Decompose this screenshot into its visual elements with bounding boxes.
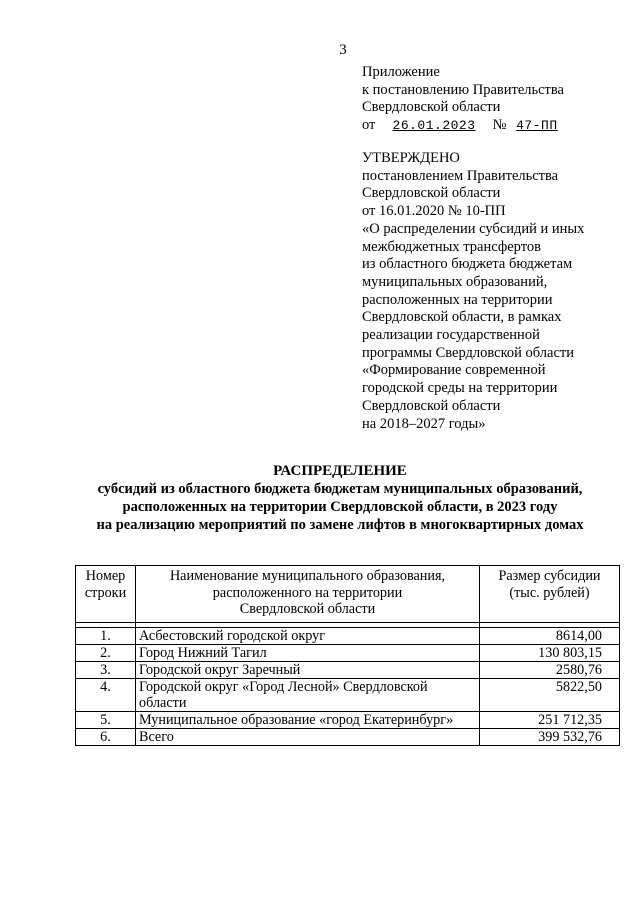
total-amount: 399 532,76 bbox=[480, 728, 620, 745]
approved-line: межбюджетных трансфертов bbox=[362, 238, 541, 255]
table-header-row bbox=[76, 566, 620, 623]
decree-date: 26.01.2023 bbox=[392, 117, 476, 133]
table-row bbox=[76, 644, 620, 661]
subsidy-amount: 5822,50 bbox=[480, 678, 620, 711]
approved-block bbox=[362, 150, 612, 433]
row-number: 1. bbox=[76, 627, 136, 644]
header-amount bbox=[480, 566, 620, 623]
approved-line: программы Свердловской области bbox=[362, 344, 575, 361]
appendix-date-row bbox=[362, 117, 622, 135]
municipality-name bbox=[136, 678, 480, 711]
heading-line-3: на реализацию мероприятий по замене лифтов в многоквартирных домах bbox=[96, 517, 584, 533]
table-row bbox=[76, 661, 620, 678]
approved-line: городской среды на территории bbox=[362, 380, 558, 397]
total-label: Всего bbox=[136, 728, 480, 745]
heading-line-1: субсидий из областного бюджета бюджетам муниципальных образований, bbox=[97, 481, 583, 497]
table-row bbox=[76, 711, 620, 728]
municipality-name: Асбестовский городской округ bbox=[136, 627, 480, 644]
subsidy-amount: 251 712,35 bbox=[480, 711, 620, 728]
municipality-name-line: Городской округ «Город Лесной» Свердловской bbox=[139, 678, 428, 695]
approved-line: из областного бюджета бюджетам bbox=[362, 256, 573, 273]
appendix-block bbox=[362, 64, 622, 134]
appendix-line-2: к постановлению Правительства bbox=[362, 81, 564, 98]
municipality-name: Городской округ Заречный bbox=[136, 661, 480, 678]
header-text: расположенного на территории bbox=[212, 584, 403, 601]
approved-line: муниципальных образований, bbox=[362, 273, 548, 290]
municipality-name-line: области bbox=[139, 694, 187, 711]
row-number: 4. bbox=[76, 678, 136, 711]
heading-title: РАСПРЕДЕЛЕНИЕ bbox=[273, 463, 407, 479]
approved-line: на 2018–2027 годы» bbox=[362, 415, 486, 432]
date-prefix: от bbox=[362, 116, 376, 133]
approved-line: Свердловской области bbox=[362, 397, 501, 414]
page-number: 3 bbox=[339, 42, 347, 58]
approved-line: Свердловской области bbox=[362, 185, 501, 202]
approved-line: «О распределении субсидий и иных bbox=[362, 220, 585, 237]
header-text: Свердловской области bbox=[239, 601, 376, 617]
header-text: Размер субсидии bbox=[498, 568, 601, 584]
row-number: 5. bbox=[76, 711, 136, 728]
header-text: Номер bbox=[85, 568, 126, 584]
approved-title: УТВЕРЖДЕНО bbox=[362, 150, 460, 166]
approved-line: от 16.01.2020 № 10-ПП bbox=[362, 203, 506, 220]
header-municipality bbox=[136, 566, 480, 623]
approved-line: Свердловской области, в рамках bbox=[362, 309, 562, 326]
number-sign: № bbox=[492, 116, 507, 133]
municipality-name: Город Нижний Тагил bbox=[136, 644, 480, 661]
header-row-number bbox=[76, 566, 136, 623]
heading-line-2: расположенных на территории Свердловской области, в 2023 году bbox=[122, 499, 558, 515]
table-row bbox=[76, 627, 620, 644]
municipality-name: Муниципальное образование «город Екатеринбург» bbox=[136, 711, 480, 728]
decree-number: 47-ПП bbox=[516, 117, 558, 133]
subsidy-amount: 8614,00 bbox=[480, 627, 620, 644]
approved-line: постановлением Правительства bbox=[362, 167, 559, 184]
row-number: 6. bbox=[76, 728, 136, 745]
header-text: Наименование муниципального образования, bbox=[169, 568, 446, 584]
approved-line: расположенных на территории bbox=[362, 291, 553, 308]
table-row bbox=[76, 678, 620, 711]
distribution-table bbox=[75, 565, 620, 746]
subsidy-amount: 130 803,15 bbox=[480, 644, 620, 661]
row-number: 3. bbox=[76, 661, 136, 678]
row-number: 2. bbox=[76, 644, 136, 661]
table-row-total bbox=[76, 728, 620, 745]
header-text: (тыс. рублей) bbox=[509, 584, 590, 601]
approved-line: реализации государственной bbox=[362, 327, 540, 344]
subsidy-amount: 2580,76 bbox=[480, 661, 620, 678]
approved-line: «Формирование современной bbox=[362, 362, 546, 379]
document-heading bbox=[60, 462, 620, 534]
appendix-line-3: Свердловской области bbox=[362, 99, 501, 115]
header-text: строки bbox=[84, 584, 127, 601]
appendix-line-1: Приложение bbox=[362, 64, 440, 80]
